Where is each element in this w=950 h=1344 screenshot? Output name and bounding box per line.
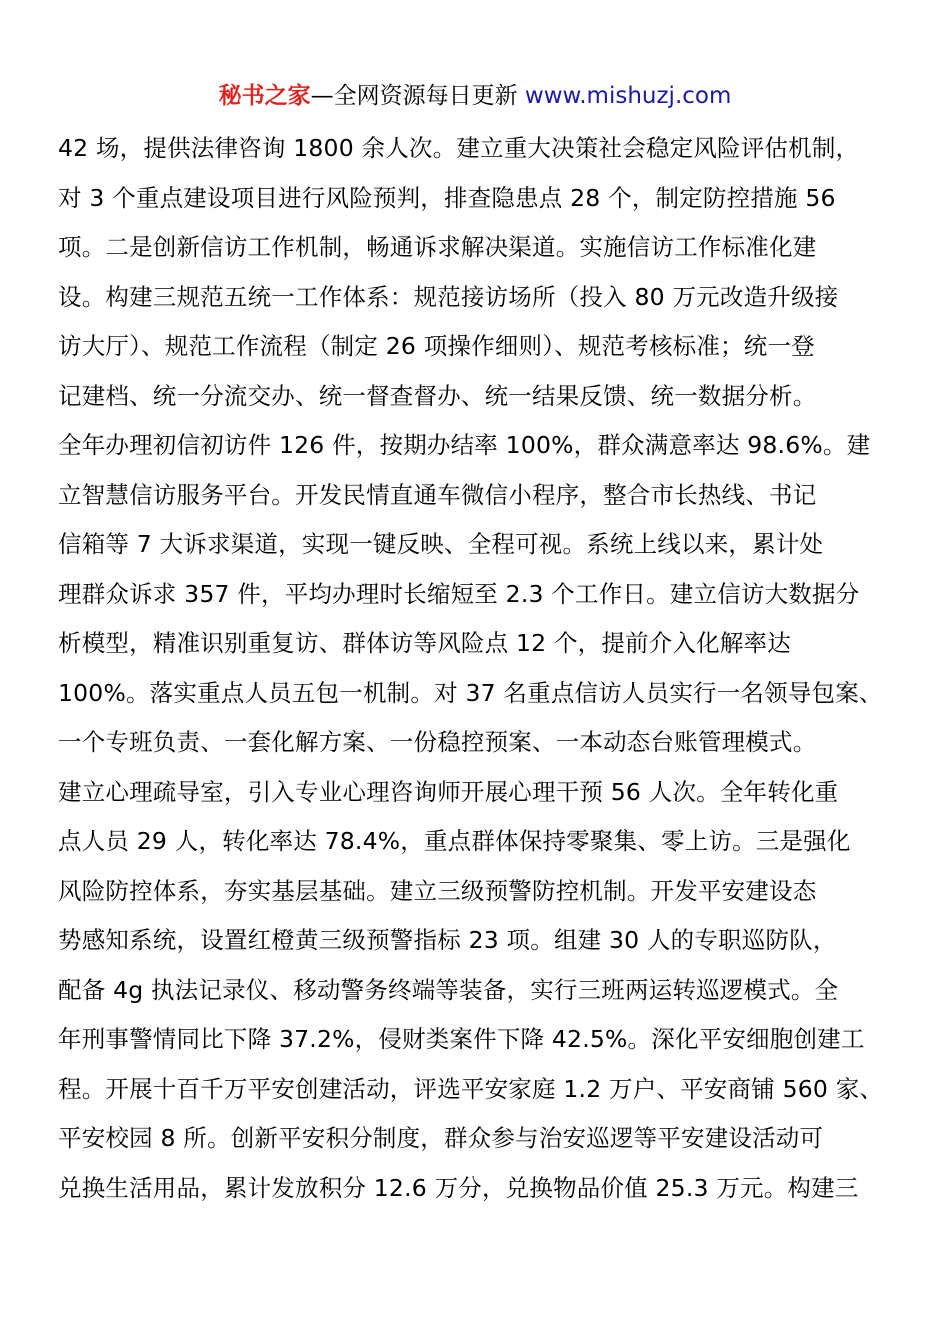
- header-brand: 秘书之家: [218, 83, 311, 109]
- header-tagline: —全网资源每日更新: [310, 83, 518, 109]
- text-line: 风险防控体系，夯实基层基础。建立三级预警防控机制。开发平安建设态: [58, 876, 817, 905]
- page-header: [0, 80, 950, 112]
- text-line: 配备 4g 执法记录仪、移动警务终端等装备，实行三班两运转巡逻模式。全: [58, 975, 839, 1004]
- text-line: 一个专班负责、一套化解方案、一份稳控预案、一本动态台账管理模式。: [58, 728, 817, 756]
- header-url-link[interactable]: www.mishuzj.com: [524, 83, 732, 109]
- text-line: 平安校园 8 所。创新平安积分制度，群众参与治安巡逻等平安建设活动可: [58, 1124, 824, 1152]
- text-line: 点人员 29 人，转化率达 78.4%，重点群体保持零聚集、零上访。三是强化: [58, 827, 851, 855]
- text-line: 信箱等 7 大诉求渠道，实现一键反映、全程可视。系统上线以来，累计处: [58, 530, 824, 558]
- body-text: [58, 124, 898, 1213]
- text-line: 项。二是创新信访工作机制，畅通诉求解决渠道。实施信访工作标准化建: [58, 233, 817, 261]
- text-line: 程。开展十百千万平安创建活动，评选平安家庭 1.2 万户、平安商铺 560 家、: [58, 1074, 884, 1103]
- text-line: 兑换生活用品，累计发放积分 12.6 万分，兑换物品价值 25.3 万元。构建三: [58, 1173, 859, 1202]
- text-line: 势感知系统，设置红橙黄三级预警指标 23 项。组建 30 人的专职巡防队，: [58, 926, 837, 954]
- text-line: 立智慧信访服务平台。开发民情直通车微信小程序，整合市长热线、书记: [58, 480, 817, 509]
- text-line: 设。构建三规范五统一工作体系：规范接访场所（投入 80 万元改造升级接: [58, 282, 839, 311]
- text-line: 100%。落实重点人员五包一机制。对 37 名重点信访人员实行一名领导包案、: [58, 678, 883, 707]
- text-line: 理群众诉求 357 件，平均办理时长缩短至 2.3 个工作日。建立信访大数据分: [58, 579, 860, 608]
- text-line: 析模型，精准识别重复访、群体访等风险点 12 个，提前介入化解率达: [58, 629, 791, 657]
- text-line: 年刑事警情同比下降 37.2%，侵财类案件下降 42.5%。深化平安细胞创建工: [58, 1025, 865, 1053]
- text-line: 全年办理初信初访件 126 件，按期办结率 100%，群众满意率达 98.6%。建: [58, 431, 871, 459]
- text-line: 记建档、统一分流交办、统一督查督办、统一结果反馈、统一数据分析。: [58, 381, 817, 410]
- text-line: 对 3 个重点建设项目进行风险预判，排查隐患点 28 个，制定防控措施 56: [58, 183, 836, 212]
- text-line: 访大厅）、规范工作流程（制定 26 项操作细则）、规范考核标准；统一登: [58, 332, 815, 360]
- text-line: 42 场，提供法律咨询 1800 余人次。建立重大决策社会稳定风险评估机制，: [58, 134, 860, 162]
- text-line: 建立心理疏导室，引入专业心理咨询师开展心理干预 56 人次。全年转化重: [58, 777, 839, 806]
